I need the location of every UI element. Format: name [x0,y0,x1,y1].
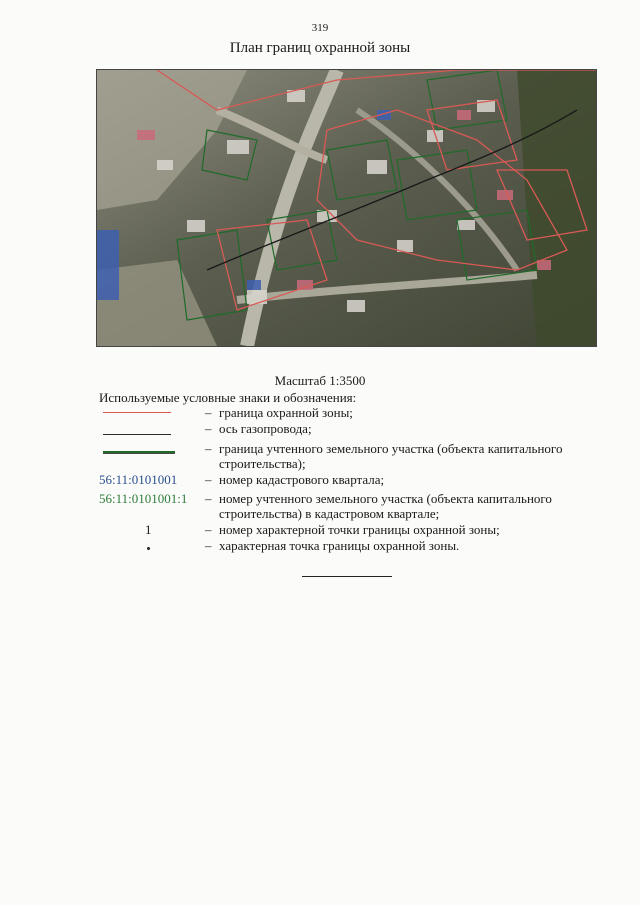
legend-dash: – [205,441,212,456]
end-rule [302,576,392,577]
parcel-code-symbol [99,491,209,506]
quarter-code-symbol [99,472,209,487]
legend-text: номер характерной точки границы охранной зоны; [219,522,500,537]
legend-text: граница учтенного земельного участка (объекта капитального строительства); [219,441,563,471]
page-number: 319 [311,22,329,34]
legend-text: граница охранной зоны; [219,405,353,420]
page-title: План границ охранной зоны [229,40,411,56]
legend-heading: Используемые условные знаки и обозначения: [99,390,357,405]
green-line-symbol [99,441,209,456]
map-drawing [97,70,596,346]
legend-dash: – [205,522,212,537]
legend-dash: – [205,405,212,420]
legend-text: ось газопровода; [219,421,312,436]
quarter-code: 56:11:0101001 [99,472,178,487]
point-number-symbol [99,522,209,537]
point-dot-symbol [99,538,209,553]
legend-text: характерная точка границы охранной зоны. [219,538,460,553]
legend-dash: – [205,491,212,506]
parcel-code: 56:11:0101001:1 [99,491,188,506]
map-scale: Масштаб 1:3500 [274,373,366,388]
aerial-map [96,69,597,347]
legend-text: номер кадастрового квартала; [219,472,385,487]
legend-text: номер учтенного земельного участка (объекта капитального строительства) в кадастровом квартале; [219,491,552,521]
dark-line-symbol [99,421,209,436]
legend-dash: – [205,538,212,553]
legend-dash: – [205,421,212,436]
red-line-symbol [99,405,209,420]
point-number: 1 [145,522,152,537]
legend-dash: – [205,472,212,487]
